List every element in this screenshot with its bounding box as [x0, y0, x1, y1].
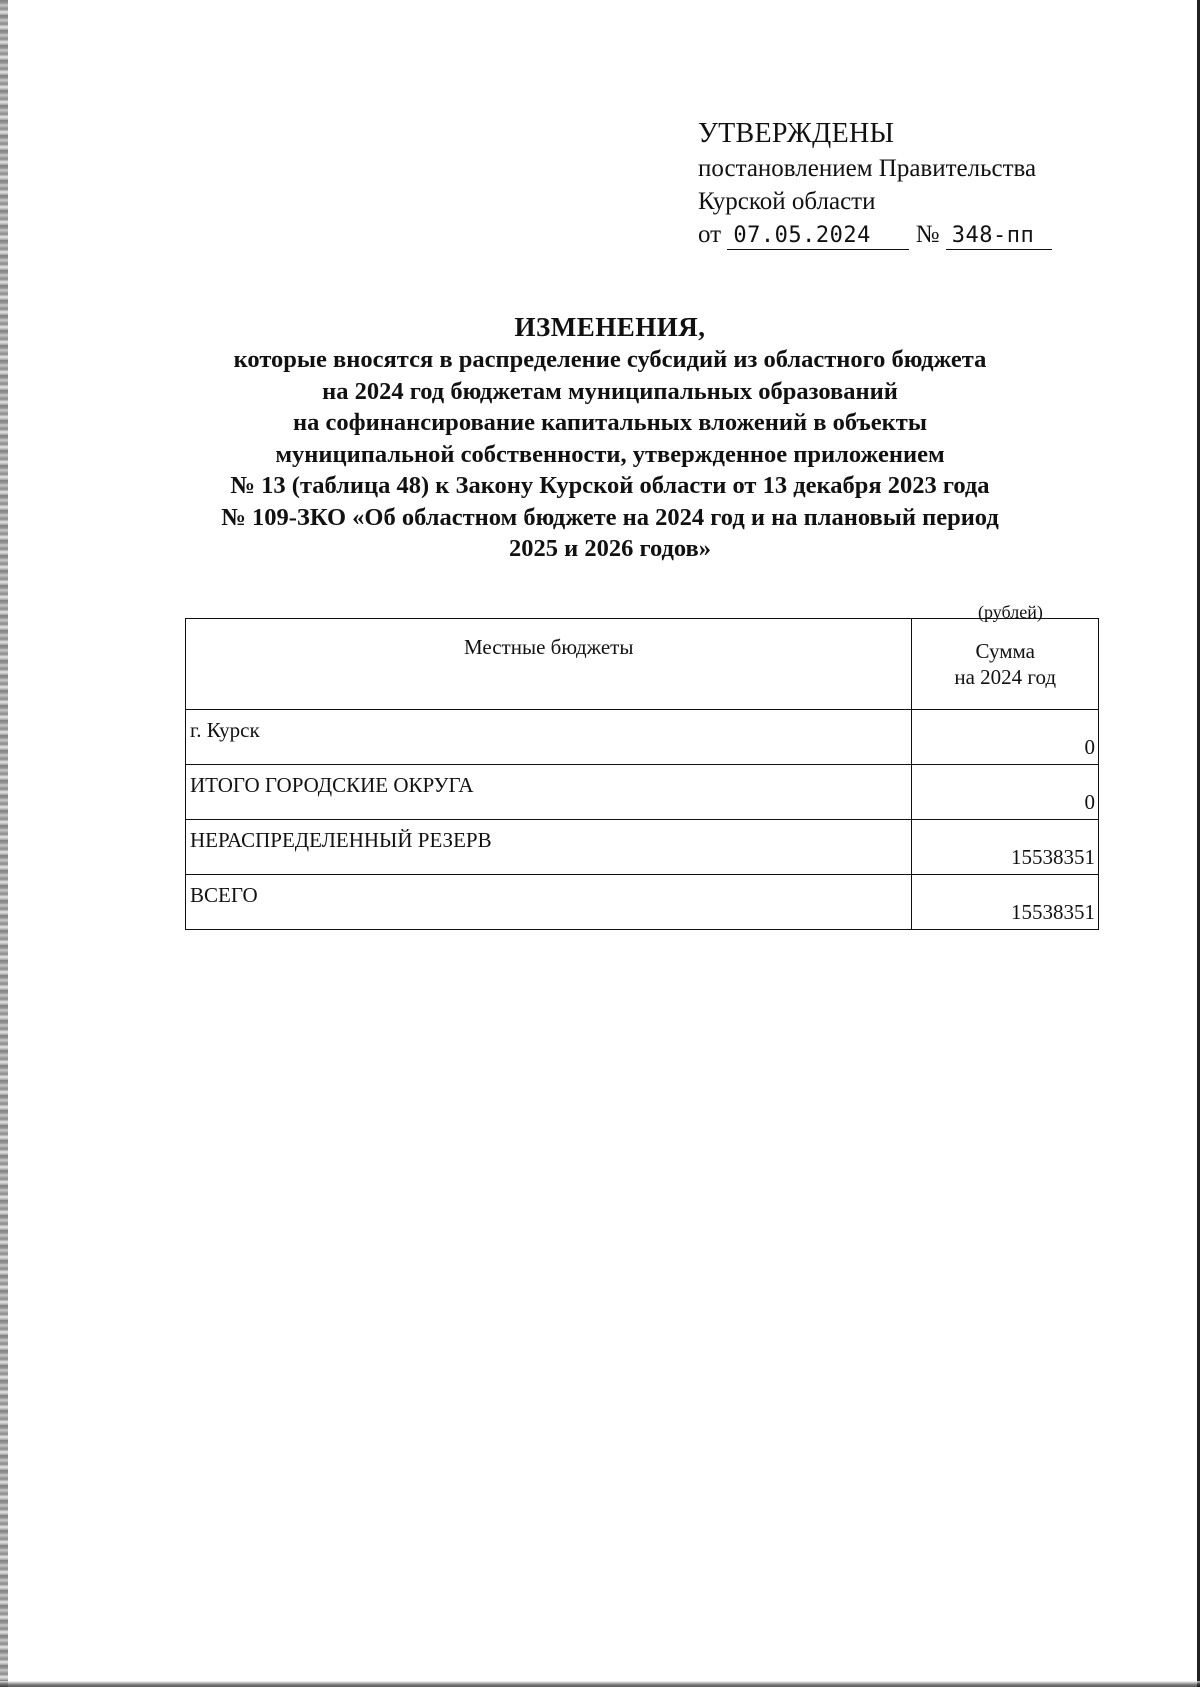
- row-name: ИТОГО ГОРОДСКИЕ ОКРУГА: [186, 765, 912, 820]
- approval-date-line: [698, 218, 1052, 251]
- header-sum-line-1: Сумма: [975, 639, 1035, 663]
- table-header-row: [186, 619, 1099, 710]
- approval-date: 07.05.2024: [727, 223, 909, 250]
- table-row: [186, 875, 1099, 930]
- approval-line-2: Курской области: [698, 188, 876, 215]
- table-row: [186, 710, 1099, 765]
- approval-heading: УТВЕРЖДЕНЫ: [698, 118, 895, 149]
- header-local-budgets: Местные бюджеты: [186, 619, 912, 710]
- units-label: (рублей): [978, 602, 1043, 622]
- title-line: 2025 и 2026 годов»: [508, 535, 712, 562]
- title-line: № 13 (таблица 48) к Закону Курской области от 13 декабря 2023 года: [230, 472, 990, 499]
- scan-edge-bottom: [0, 1681, 1200, 1687]
- title-line: которые вносятся в распределение субсидий из областного бюджета: [233, 346, 987, 373]
- budget-table: [185, 618, 1099, 930]
- title-line: № 109-ЗКО «Об областном бюджете на 2024 год и на плановый период: [221, 503, 999, 531]
- row-name: НЕРАСПРЕДЕЛЕННЫЙ РЕЗЕРВ: [186, 820, 912, 875]
- approval-number: 348-пп: [946, 223, 1052, 250]
- title-line: на 2024 год бюджетам муниципальных образований: [322, 377, 898, 405]
- scan-edge-left: [0, 0, 8, 1687]
- header-sum: [912, 619, 1099, 710]
- row-value: 15538351: [912, 820, 1099, 875]
- row-name: г. Курск: [186, 710, 912, 765]
- from-label: от: [698, 221, 722, 248]
- title-line: на софинансирование капитальных вложений в объекты: [293, 409, 927, 436]
- row-value: 15538351: [912, 875, 1099, 930]
- row-value: 0: [912, 710, 1099, 765]
- number-label: №: [915, 221, 940, 248]
- approval-line-1: постановлением Правительства: [698, 155, 1037, 182]
- header-sum-line-2: на 2024 год: [954, 665, 1057, 689]
- table-row: [186, 765, 1099, 820]
- title-line: муниципальной собственности, утвержденное приложением: [275, 440, 945, 468]
- row-value: 0: [912, 765, 1099, 820]
- title-main: ИЗМЕНЕНИЯ,: [514, 312, 706, 342]
- approval-block: [698, 116, 1052, 251]
- table-row: [186, 820, 1099, 875]
- document-title: [150, 310, 1070, 565]
- row-name: ВСЕГО: [186, 875, 912, 930]
